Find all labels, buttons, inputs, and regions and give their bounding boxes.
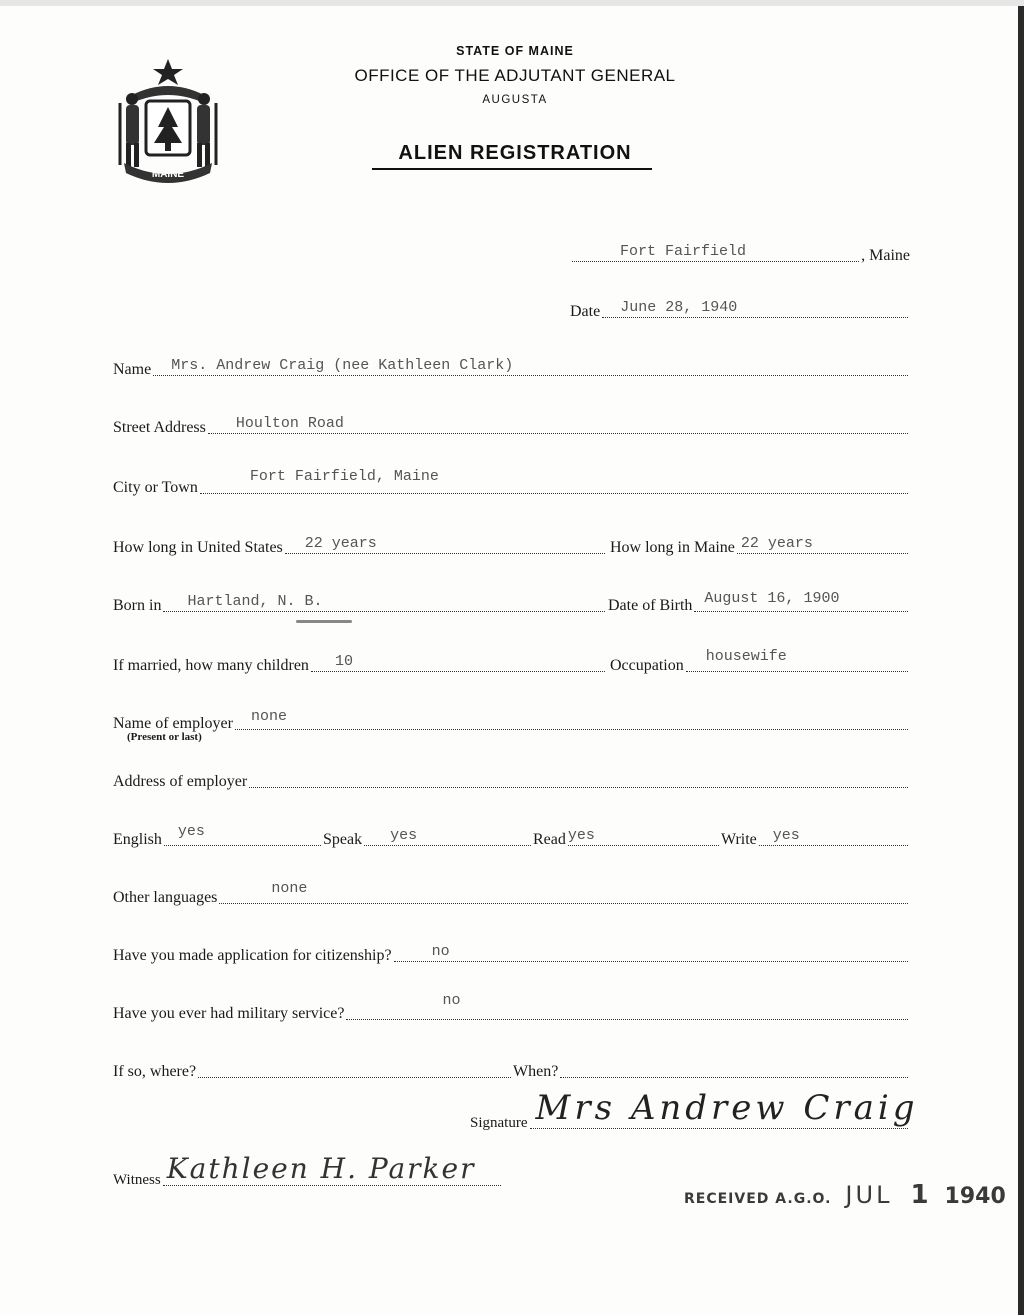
date-field[interactable]: June 28, 1940 bbox=[602, 287, 908, 318]
street-row bbox=[113, 408, 910, 438]
street-field[interactable]: Houlton Road bbox=[208, 403, 908, 434]
city-label: City or Town bbox=[113, 479, 198, 496]
how-long-us-row bbox=[113, 528, 607, 558]
employer-field[interactable]: none bbox=[235, 699, 908, 730]
when-label: When? bbox=[513, 1063, 559, 1080]
speak-row bbox=[323, 820, 533, 850]
place-field[interactable]: Fort Fairfield bbox=[572, 231, 859, 262]
place-suffix: , Maine bbox=[861, 247, 910, 264]
employer-address-row bbox=[113, 762, 910, 792]
header-office: OFFICE OF THE ADJUTANT GENERAL bbox=[354, 66, 676, 85]
born-in-row bbox=[113, 586, 607, 616]
write-field[interactable]: yes bbox=[759, 815, 908, 846]
military-row bbox=[113, 994, 910, 1024]
signature-field[interactable] bbox=[530, 1088, 919, 1129]
stamp-day: 1 bbox=[910, 1180, 929, 1210]
other-languages-field[interactable]: none bbox=[219, 873, 908, 904]
stamp-month: JUL bbox=[845, 1181, 893, 1209]
witness-label: Witness bbox=[113, 1172, 161, 1188]
read-row bbox=[533, 820, 721, 850]
name-label: Name bbox=[113, 361, 152, 378]
header-city: AUGUSTA bbox=[482, 94, 548, 106]
witness-handwriting: Kathleen H. Parker bbox=[166, 1152, 476, 1185]
witness-field[interactable] bbox=[163, 1152, 501, 1186]
how-long-maine-field[interactable]: 22 years bbox=[737, 523, 908, 554]
employer-address-field[interactable] bbox=[249, 757, 908, 788]
children-row bbox=[113, 646, 607, 676]
children-field[interactable]: 10 bbox=[311, 641, 605, 672]
english-label: English bbox=[113, 831, 162, 848]
received-stamp bbox=[684, 1180, 1006, 1210]
how-long-us-label: How long in United States bbox=[113, 539, 283, 556]
employer-label: Name of employer bbox=[113, 715, 233, 732]
date-label: Date bbox=[570, 303, 601, 320]
citizenship-field[interactable]: no bbox=[394, 931, 908, 962]
citizenship-row bbox=[113, 936, 910, 966]
occupation-row bbox=[610, 646, 910, 676]
speak-label: Speak bbox=[323, 831, 363, 848]
children-label: If married, how many children bbox=[113, 657, 309, 674]
where-label: If so, where? bbox=[113, 1063, 197, 1080]
read-field[interactable]: yes bbox=[568, 815, 719, 846]
signature-label: Signature bbox=[470, 1115, 528, 1131]
other-languages-row bbox=[113, 878, 910, 908]
employer-row bbox=[113, 704, 910, 734]
citizenship-label: Have you made application for citizenship? bbox=[113, 947, 392, 964]
born-in-label: Born in bbox=[113, 597, 162, 614]
how-long-maine-row bbox=[610, 528, 910, 558]
when-field[interactable] bbox=[560, 1047, 908, 1078]
speak-field[interactable]: yes bbox=[364, 815, 531, 846]
signature-row bbox=[470, 1088, 919, 1133]
when-row bbox=[513, 1052, 910, 1082]
stamp-received: RECEIVED A.G.O. bbox=[684, 1191, 832, 1207]
date-row bbox=[570, 292, 910, 322]
seal-text: MAINE bbox=[151, 169, 185, 180]
where-row bbox=[113, 1052, 513, 1082]
how-long-us-field[interactable]: 22 years bbox=[285, 523, 605, 554]
how-long-maine-label: How long in Maine bbox=[610, 539, 735, 556]
dob-row bbox=[608, 586, 910, 616]
english-field[interactable]: yes bbox=[164, 815, 321, 846]
top-edge bbox=[0, 0, 1024, 6]
military-label: Have you ever had military service? bbox=[113, 1005, 345, 1022]
maine-seal-icon bbox=[112, 55, 224, 185]
dob-label: Date of Birth bbox=[608, 597, 693, 614]
employer-sublabel: (Present or last) bbox=[127, 731, 202, 743]
witness-row bbox=[113, 1152, 503, 1190]
dob-field[interactable]: August 16, 1900 bbox=[694, 581, 908, 612]
english-row bbox=[113, 820, 323, 850]
city-field[interactable]: Fort Fairfield, Maine bbox=[200, 463, 908, 494]
employer-address-label: Address of employer bbox=[113, 773, 248, 790]
header-state: STATE OF MAINE bbox=[456, 44, 574, 58]
write-row bbox=[721, 820, 910, 850]
city-row bbox=[113, 468, 910, 498]
military-field[interactable]: no bbox=[346, 989, 908, 1020]
stamp-year: 1940 bbox=[944, 1184, 1006, 1209]
pen-mark bbox=[296, 620, 352, 623]
signature-handwriting: Mrs Andrew Craig bbox=[535, 1088, 919, 1128]
name-row bbox=[113, 350, 910, 380]
name-field[interactable]: Mrs. Andrew Craig (nee Kathleen Clark) bbox=[153, 345, 908, 376]
form-title: ALIEN REGISTRATION bbox=[398, 142, 632, 164]
occupation-label: Occupation bbox=[610, 657, 684, 674]
read-label: Read bbox=[533, 831, 566, 848]
other-languages-label: Other languages bbox=[113, 889, 218, 906]
occupation-field[interactable]: housewife bbox=[686, 641, 908, 672]
title-underline bbox=[372, 168, 652, 170]
place-row bbox=[570, 236, 910, 266]
street-label: Street Address bbox=[113, 419, 206, 436]
born-in-field[interactable]: Hartland, N. B. bbox=[163, 581, 605, 612]
write-label: Write bbox=[721, 831, 757, 848]
where-field[interactable] bbox=[198, 1047, 511, 1078]
